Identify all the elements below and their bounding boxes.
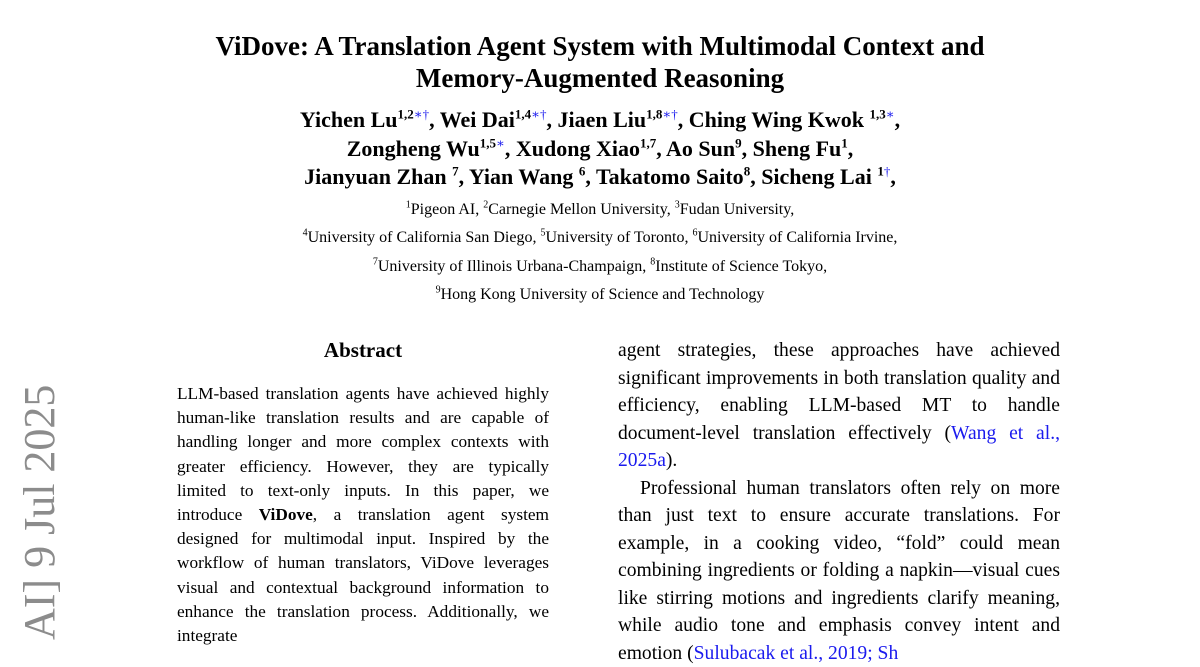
author-mark: ∗† <box>531 107 546 122</box>
affil-sep: , <box>893 229 897 246</box>
author-name: Sheng Fu <box>753 136 842 161</box>
affiliation-list <box>0 196 1200 309</box>
paragraph <box>618 337 1060 475</box>
author-name: Yian Wang <box>469 164 574 189</box>
paragraph-text: Professional human translators often rely on more than just text to ensure accurate translations. For example, in a cooking video, “fold” could mean combining ingredients or folding a napkin—visual cues like stirring motions and ingredients clarify meaning, while audio tone and emphasis convey <box>618 478 1060 637</box>
affil-sep: , <box>684 229 692 246</box>
author-list <box>0 106 1200 192</box>
author-mark: ∗ <box>496 135 505 150</box>
affil-num: 4 <box>303 228 308 239</box>
affil-num: 6 <box>692 228 697 239</box>
author-name: Ao Sun <box>666 136 735 161</box>
abstract-text: LLM-based translation agents have achieved highly human-like translation results and are capable of handling longer and more complex contexts with greater efficiency. However, they are typically limited to text-only inputs. In this paper, we introduce <box>177 384 549 524</box>
right-column <box>618 337 1060 667</box>
author-line <box>0 163 1200 192</box>
author-affil: 6 <box>579 164 586 179</box>
author-affil: 7 <box>452 164 459 179</box>
abstract-body <box>177 382 549 648</box>
author-sep: , <box>678 107 689 132</box>
affil-sep: , <box>667 201 675 218</box>
paper-title <box>0 30 1200 94</box>
author-name: Xudong Xiao <box>516 136 640 161</box>
author-affil: 1 <box>877 164 884 179</box>
title-line-2: Memory-Augmented Reasoning <box>0 62 1200 94</box>
affil-sep: , <box>823 258 827 275</box>
author-affil: 1,3 <box>869 107 885 122</box>
paragraph <box>618 475 1060 667</box>
author-line <box>0 135 1200 164</box>
affiliation-line <box>0 224 1200 252</box>
affil-num: 8 <box>650 256 655 267</box>
affil-name: Carnegie Mellon University <box>488 201 666 218</box>
affil-num: 5 <box>540 228 545 239</box>
affil-name: University of California San Diego <box>308 229 533 246</box>
author-affil: 8 <box>744 164 751 179</box>
citation-link[interactable]: Wang et al., 2025a <box>618 423 1060 472</box>
author-sep: , <box>890 164 896 189</box>
author-affil: 1 <box>841 135 848 150</box>
arxiv-side-identifier: AI] 9 Jul 2025 <box>10 420 70 640</box>
author-sep: , <box>546 107 557 132</box>
paragraph-text: intent and emotion ( <box>618 615 1060 664</box>
affil-name: Pigeon AI <box>411 201 475 218</box>
affil-name: Fudan University <box>680 201 791 218</box>
paragraph-text: agent strategies, these approaches have achieved significant improvements in both translation quality and efficiency, enabling LLM-based MT to handle document-level translation effectively ( <box>618 340 1060 444</box>
author-line <box>0 106 1200 135</box>
author-sep: , <box>429 107 440 132</box>
affiliation-line <box>0 253 1200 281</box>
author-sep: , <box>750 164 761 189</box>
abstract-heading: Abstract <box>177 337 549 363</box>
author-sep: , <box>848 136 854 161</box>
abstract-text: , a translation agent system designed for multimodal input. Inspired by the workflow of human translators, ViDove leverages visual and contextual background information to enhance the translation process. Additionally, we integrate <box>177 505 549 645</box>
author-affil: 1,7 <box>640 135 656 150</box>
author-affil: 1,5 <box>480 135 496 150</box>
author-mark: ∗† <box>414 107 429 122</box>
affil-num: 2 <box>483 200 488 211</box>
author-sep: , <box>656 136 666 161</box>
author-name: Zongheng Wu <box>347 136 480 161</box>
author-affil: 1,2 <box>398 107 414 122</box>
affiliation-line <box>0 281 1200 309</box>
affil-sep: , <box>475 201 483 218</box>
author-mark: ∗† <box>662 107 677 122</box>
affil-name: University of California Irvine <box>697 229 893 246</box>
affil-sep: , <box>642 258 650 275</box>
affil-name: University of Illinois Urbana-Champaign <box>378 258 642 275</box>
author-name: Takatomo Saito <box>596 164 744 189</box>
affil-sep: , <box>532 229 540 246</box>
author-mark: † <box>884 164 891 179</box>
affil-num: 9 <box>436 285 441 296</box>
author-sep: , <box>895 107 901 132</box>
affil-num: 7 <box>373 256 378 267</box>
paragraph-text: ). <box>666 450 677 471</box>
author-sep: , <box>742 136 753 161</box>
abstract-system-name: ViDove <box>259 505 313 524</box>
title-line-1: ViDove: A Translation Agent System with Multimodal Context and <box>0 30 1200 62</box>
author-sep: , <box>459 164 469 189</box>
author-sep: , <box>585 164 596 189</box>
affil-name: Institute of Science Tokyo <box>655 258 823 275</box>
author-name: Jianyuan Zhan <box>304 164 446 189</box>
author-name: Sicheng Lai <box>761 164 872 189</box>
author-mark: ∗ <box>886 107 895 122</box>
author-sep: , <box>505 136 516 161</box>
affil-num: 3 <box>675 200 680 211</box>
author-affil: 1,8 <box>646 107 662 122</box>
author-affil: 9 <box>735 135 742 150</box>
affil-name: University of Toronto <box>545 229 684 246</box>
author-name: Wei Dai <box>440 107 515 132</box>
affil-sep: , <box>790 201 794 218</box>
author-name: Yichen Lu <box>300 107 398 132</box>
affil-name: Hong Kong University of Science and Technology <box>441 286 765 303</box>
affil-num: 1 <box>406 200 411 211</box>
author-name: Jiaen Liu <box>557 107 646 132</box>
author-name: Ching Wing Kwok <box>689 107 864 132</box>
citation-link[interactable]: Sulubacak et al., 2019; Sh <box>694 643 899 664</box>
affiliation-line <box>0 196 1200 224</box>
author-affil: 1,4 <box>515 107 531 122</box>
